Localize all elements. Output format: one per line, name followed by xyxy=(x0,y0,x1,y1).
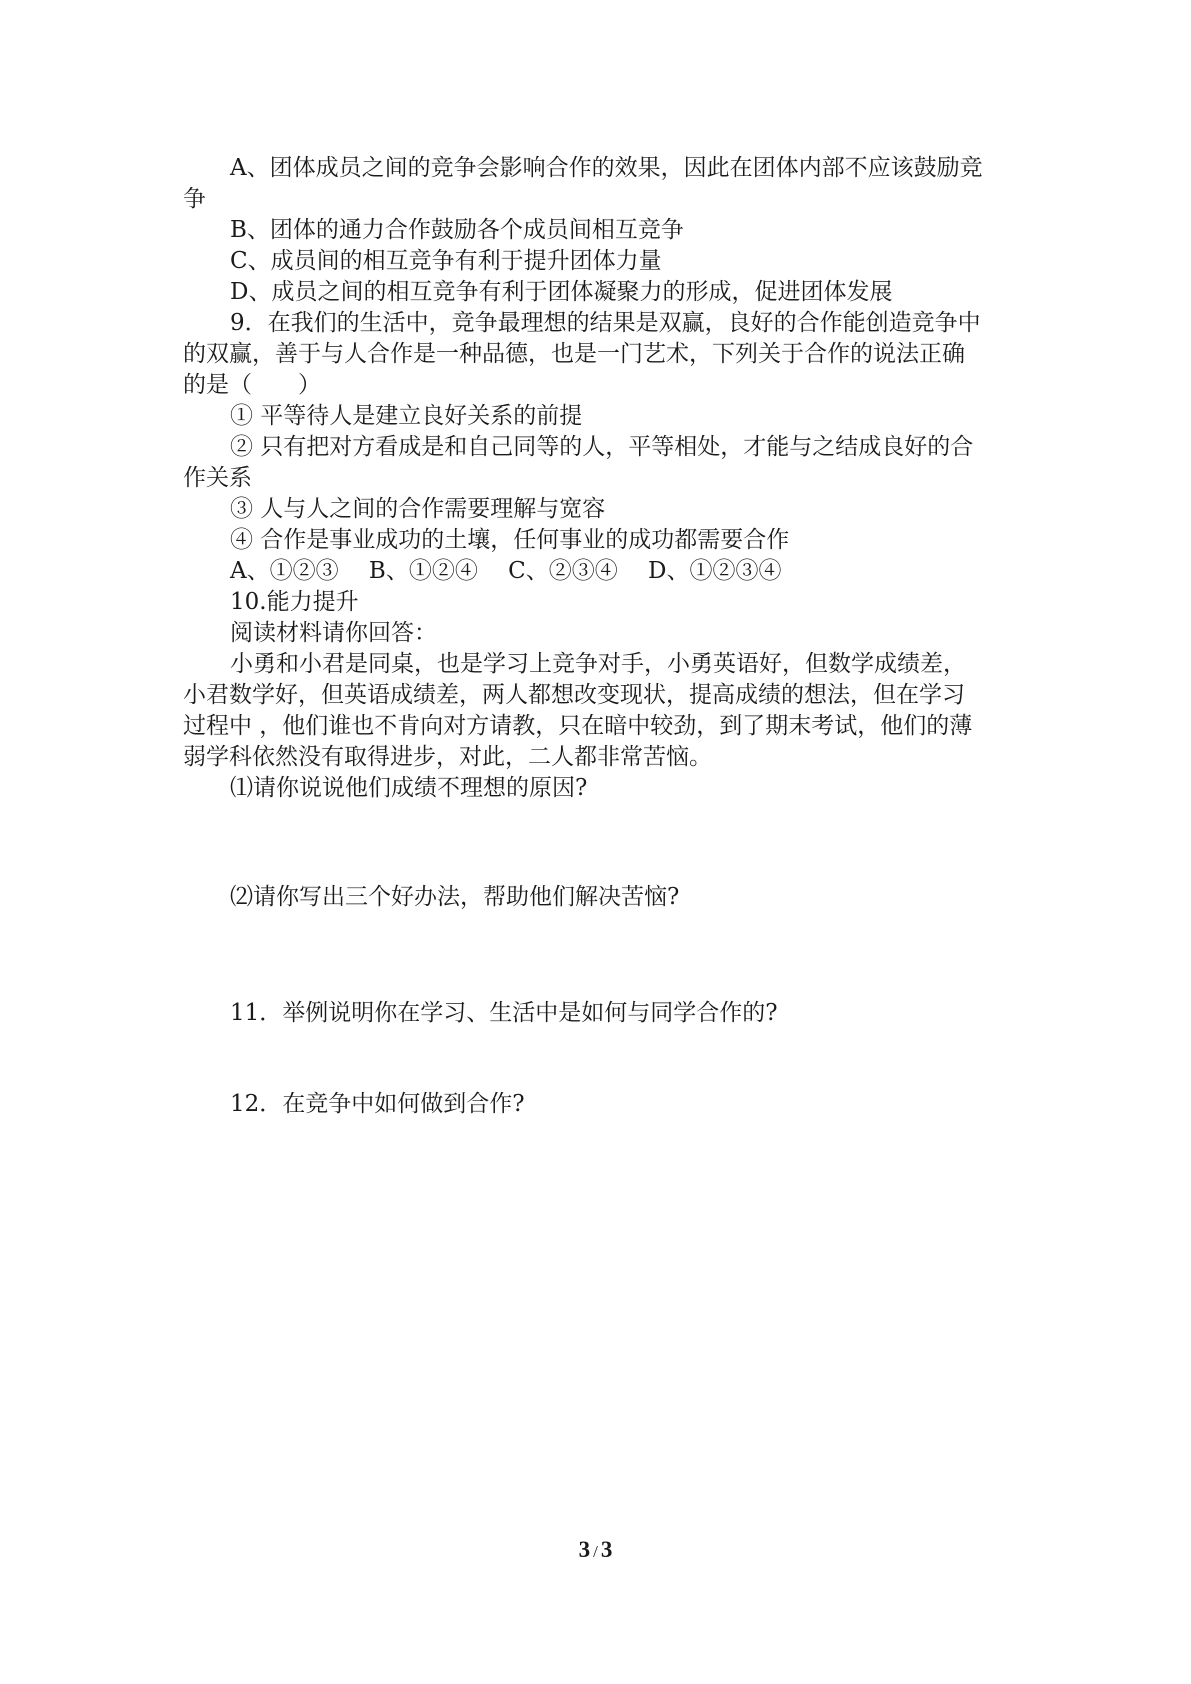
answer-space-q11 xyxy=(183,1029,1013,1089)
q9-statement-2: ② 只有把对方看成是和自己同等的人，平等相处，才能与之结成良好的合 xyxy=(230,434,974,460)
q8-option-c: C、成员间的相互竞争有利于提升团体力量 xyxy=(230,248,662,274)
q9-stem-line3: 的是（ ） xyxy=(183,372,321,398)
q9-statement-1: ① 平等待人是建立良好关系的前提 xyxy=(230,403,583,429)
q9-answer-options: A、①②③ B、①②④ C、②③④ D、①②③④ xyxy=(230,558,782,584)
q9-stem: 9．在我们的生活中，竞争最理想的结果是双赢，良好的合作能创造竞争中 xyxy=(230,310,981,336)
q8-option-b: B、团体的通力合作鼓励各个成员间相互竞争 xyxy=(230,217,684,243)
page-separator: / xyxy=(593,1542,598,1561)
answer-space-q10-1 xyxy=(183,804,1013,882)
q10-material-line4: 弱学科依然没有取得进步，对此，二人都非常苦恼。 xyxy=(183,744,712,770)
q10-subquestion-2: ⑵请你写出三个好办法，帮助他们解决苦恼? xyxy=(230,884,680,910)
q10-material-line2: 小君数学好，但英语成绩差，两人都想改变现状，提高成绩的想法，但在学习 xyxy=(183,682,965,708)
q9-statement-3: ③ 人与人之间的合作需要理解与宽容 xyxy=(230,496,606,522)
q11-question: 11．举例说明你在学习、生活中是如何与同学合作的? xyxy=(230,1000,778,1026)
q10-title: 10.能力提升 xyxy=(230,589,359,615)
q9-statement-4: ④ 合作是事业成功的土壤，任何事业的成功都需要合作 xyxy=(230,527,790,553)
q10-intro: 阅读材料请你回答： xyxy=(230,620,437,646)
current-page: 3 xyxy=(578,1537,591,1562)
page-number xyxy=(0,1537,1191,1563)
q8-option-a: A、团体成员之间的竞争会影响合作的效果，因此在团体内部不应该鼓励竞 xyxy=(230,155,983,181)
total-pages: 3 xyxy=(600,1537,613,1562)
answer-space-q10-2 xyxy=(183,913,1013,998)
q8-option-d: D、成员之间的相互竞争有利于团体凝聚力的形成，促进团体发展 xyxy=(230,279,893,305)
q10-subquestion-1: ⑴请你说说他们成绩不理想的原因? xyxy=(230,775,588,801)
q9-stem-line2: 的双赢，善于与人合作是一种品德，也是一门艺术，下列关于合作的说法正确 xyxy=(183,341,965,367)
q10-material-line3: 过程中 ，他们谁也不肯向对方请教，只在暗中较劲，到了期末考试，他们的薄 xyxy=(183,713,973,739)
q12-question: 12．在竞争中如何做到合作? xyxy=(230,1091,525,1117)
q10-material: 小勇和小君是同桌，也是学习上竞争对手，小勇英语好，但数学成绩差， xyxy=(230,651,966,677)
q9-statement-2-continued: 作关系 xyxy=(183,465,252,491)
q8-option-a-continued: 争 xyxy=(183,186,206,212)
document-body xyxy=(183,153,1013,1120)
